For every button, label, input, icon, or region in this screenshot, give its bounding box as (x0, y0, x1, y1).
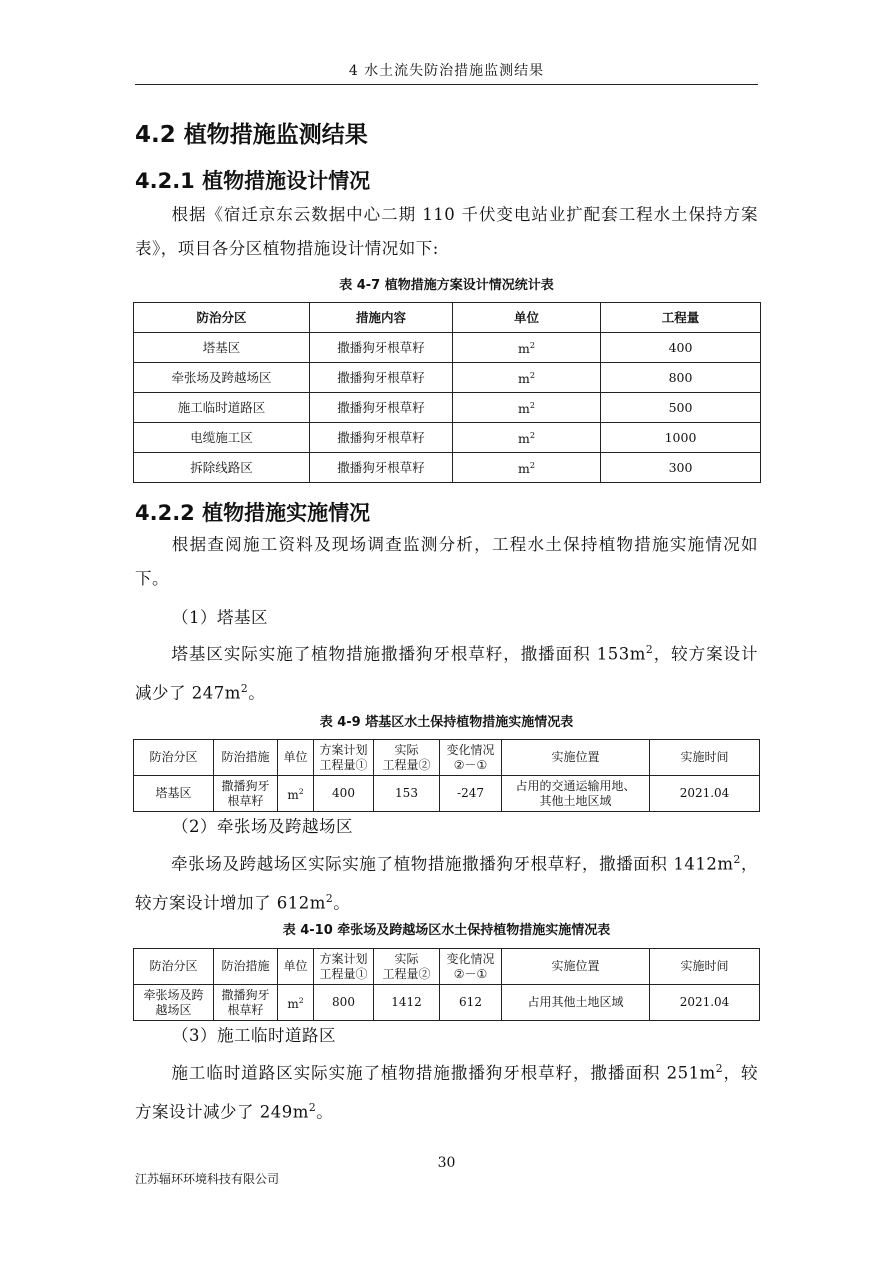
table-4-10-caption: 表 4-10 牵张场及跨越场区水土保持植物措施实施情况表 (282, 923, 611, 938)
header-cell: 防治分区 (134, 303, 310, 333)
unit-text: m (517, 431, 530, 447)
cell-unit (453, 393, 601, 423)
header-line: 方案计划 (319, 742, 368, 757)
unit-sup: 2 (529, 340, 536, 351)
unit-sup: 2 (529, 460, 536, 471)
header-line: ②－① (453, 966, 488, 981)
para-part: ，较方案设计减少了 249m (135, 1063, 759, 1121)
header-cell: 实施位置 (502, 949, 650, 985)
table-row (134, 985, 760, 1021)
para-part: ，较方案设计增加了 612m (135, 854, 758, 912)
table-row (134, 393, 761, 423)
unit-sup: 2 (529, 400, 536, 411)
header-cell: 防治措施 (214, 949, 278, 985)
header-cell (314, 740, 374, 776)
cell-measure: 撒播狗牙根草籽 (310, 333, 453, 363)
unit-text: m (287, 788, 299, 802)
table-header-row (134, 303, 761, 333)
cell-line: 撒播狗牙 (221, 987, 270, 1002)
cell-measure: 撒播狗牙根草籽 (310, 453, 453, 483)
cell-zone: 施工临时道路区 (134, 393, 310, 423)
cell-change: -247 (440, 776, 502, 812)
cell-zone (134, 985, 214, 1021)
header-cell (440, 949, 502, 985)
para-part: 。 (333, 893, 351, 912)
unit-sup: 2 (733, 853, 741, 866)
header-line: 变化情况 (446, 742, 495, 757)
unit-sup: 2 (529, 370, 536, 381)
table-row (134, 333, 761, 363)
unit-text: m (287, 997, 299, 1011)
unit-sup: 2 (240, 681, 249, 695)
header-line: 变化情况 (446, 951, 495, 966)
table-header-row (134, 740, 760, 776)
cell-quantity: 500 (601, 393, 761, 423)
table-4-10 (133, 948, 760, 1021)
cell-measure: 撒播狗牙根草籽 (310, 393, 453, 423)
para-part: 塔基区实际实施了植物措施撒播狗牙根草籽，撒播面积 153m (171, 644, 646, 664)
subsection-title-4-2-1: 4.2.1 植物措施设计情况 (135, 169, 371, 193)
cell-location (502, 776, 650, 812)
header-line: 实际 (394, 742, 419, 757)
unit-text: m (517, 461, 530, 477)
cell-measure: 撒播狗牙根草籽 (310, 423, 453, 453)
table-row (134, 453, 761, 483)
unit-sup: 2 (645, 643, 654, 656)
header-cell (440, 740, 502, 776)
cell-measure (214, 985, 278, 1021)
cell-quantity: 400 (601, 333, 761, 363)
unit-sup: 2 (308, 1100, 317, 1114)
header-cell: 单位 (278, 740, 314, 776)
header-cell: 工程量 (601, 303, 761, 333)
table-row (134, 423, 761, 453)
cell-zone: 塔基区 (134, 776, 214, 812)
subsection-title-4-2-2: 4.2.2 植物措施实施情况 (135, 501, 371, 525)
header-cell: 实施时间 (650, 740, 760, 776)
cell-measure: 撒播狗牙根草籽 (310, 363, 453, 393)
table-4-7-caption: 表 4-7 植物措施方案设计情况统计表 (339, 278, 554, 293)
header-cell: 防治分区 (134, 740, 214, 776)
unit-sup: 2 (325, 891, 334, 905)
cell-unit (453, 363, 601, 393)
para-part: 施工临时道路区实际实施了植物措施撒播狗牙根草籽，撒播面积 251m (171, 1063, 716, 1083)
header-cell (374, 740, 440, 776)
item-label-tension-field: （2）牵张场及跨越场区 (172, 817, 353, 836)
para-part: 。 (316, 1102, 334, 1121)
para-part: 牵张场及跨越场区实际实施了植物措施撒播狗牙根草籽，撒播面积 1412m (171, 854, 734, 874)
cell-unit (453, 453, 601, 483)
table-4-9 (133, 739, 760, 812)
header-line: 工程量② (382, 757, 431, 772)
paragraph-text: 根据《宿迁京东云数据中心二期 110 千伏变电站业扩配套工程水土保持方案表》，项目各分区植物措施设计情况如下: (135, 205, 758, 258)
cell-actual: 1412 (374, 985, 440, 1021)
cell-line: 其他土地区域 (539, 793, 612, 808)
cell-zone: 电缆施工区 (134, 423, 310, 453)
paragraph-tower-area (135, 633, 758, 710)
cell-plan: 800 (314, 985, 374, 1021)
cell-unit (278, 776, 314, 812)
header-cell: 措施内容 (310, 303, 453, 333)
header-cell: 防治分区 (134, 949, 214, 985)
header-line: 工程量① (319, 757, 368, 772)
section-title: 4.2 植物措施监测结果 (135, 122, 368, 148)
unit-sup: 2 (529, 430, 536, 441)
header-cell: 单位 (278, 949, 314, 985)
cell-quantity: 1000 (601, 423, 761, 453)
table-4-7 (133, 302, 761, 483)
cell-unit (278, 985, 314, 1021)
table-4-9-caption: 表 4-9 塔基区水土保持植物措施实施情况表 (319, 715, 574, 730)
cell-line: 占用的交通运输用地、 (515, 778, 636, 793)
unit-text: m (517, 371, 530, 387)
header-cell: 实施位置 (502, 740, 650, 776)
table-row (134, 363, 761, 393)
unit-text: m (517, 341, 530, 357)
unit-text: m (517, 401, 530, 417)
page-number: 30 (437, 1155, 456, 1171)
cell-location: 占用其他土地区域 (502, 985, 650, 1021)
cell-time: 2021.04 (650, 985, 760, 1021)
table-row (134, 776, 760, 812)
header-line: 工程量② (382, 966, 431, 981)
company-name: 江苏辐环环境科技有限公司 (135, 1172, 280, 1186)
header-cell: 防治措施 (214, 740, 278, 776)
paragraph-text: 根据查阅施工资料及现场调查监测分析，工程水土保持植物措施实施情况如下。 (135, 535, 758, 588)
paragraph-tension-field (135, 843, 758, 920)
cell-time: 2021.04 (650, 776, 760, 812)
unit-sup: 2 (298, 996, 304, 1005)
paragraph-implementation-intro (135, 528, 758, 596)
unit-sup: 2 (298, 787, 304, 796)
unit-sup: 2 (715, 1062, 724, 1075)
cell-change: 612 (440, 985, 502, 1021)
cell-zone: 塔基区 (134, 333, 310, 363)
cell-line: 根草籽 (227, 793, 264, 808)
cell-quantity: 300 (601, 453, 761, 483)
header-cell: 实施时间 (650, 949, 760, 985)
cell-line: 撒播狗牙 (221, 778, 270, 793)
header-rule (135, 84, 758, 85)
table-header-row (134, 949, 760, 985)
cell-zone: 拆除线路区 (134, 453, 310, 483)
para-part: ，较方案设计减少了 247m (135, 644, 759, 702)
cell-unit (453, 423, 601, 453)
cell-measure (214, 776, 278, 812)
para-part: 。 (248, 683, 266, 702)
cell-plan: 400 (314, 776, 374, 812)
running-header: 4 水土流失防治措施监测结果 (348, 63, 545, 79)
paragraph-design-intro (135, 198, 758, 266)
header-cell (374, 949, 440, 985)
cell-line: 牵张场及跨 (143, 987, 204, 1002)
header-line: 实际 (394, 951, 419, 966)
header-cell (314, 949, 374, 985)
cell-line: 越场区 (155, 1002, 192, 1017)
cell-actual: 153 (374, 776, 440, 812)
cell-line: 根草籽 (227, 1002, 264, 1017)
cell-quantity: 800 (601, 363, 761, 393)
item-label-temp-road: （3）施工临时道路区 (172, 1026, 336, 1045)
header-line: ②－① (453, 757, 488, 772)
cell-unit (453, 333, 601, 363)
paragraph-temp-road (135, 1052, 758, 1129)
header-line: 工程量① (319, 966, 368, 981)
item-label-tower-area: （1）塔基区 (172, 608, 268, 627)
cell-zone: 牵张场及跨越场区 (134, 363, 310, 393)
header-line: 方案计划 (319, 951, 368, 966)
header-cell: 单位 (453, 303, 601, 333)
